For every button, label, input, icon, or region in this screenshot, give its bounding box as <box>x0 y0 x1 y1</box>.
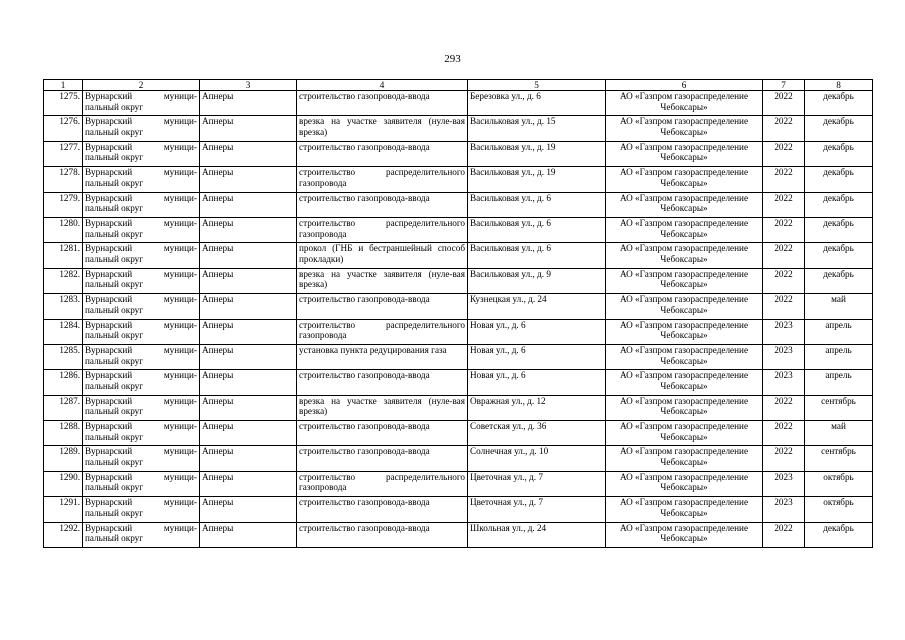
month-cell: май <box>805 294 873 319</box>
address-cell: Новая ул., д. 6 <box>468 319 606 344</box>
district-cell: Вурнарский муници-пальный округ <box>83 497 200 522</box>
year-cell: 2022 <box>763 395 805 420</box>
year-cell: 2023 <box>763 319 805 344</box>
settlement-cell: Апнеры <box>200 192 297 217</box>
month-cell: декабрь <box>805 268 873 293</box>
settlement-cell: Апнеры <box>200 294 297 319</box>
work-type-cell: врезка на участке заявителя (нуле-вая врезка) <box>297 116 468 141</box>
table-row <box>44 471 873 496</box>
table-row <box>44 319 873 344</box>
year-cell: 2023 <box>763 344 805 369</box>
month-cell: декабрь <box>805 192 873 217</box>
settlement-cell: Апнеры <box>200 243 297 268</box>
address-cell: Новая ул., д. 6 <box>468 370 606 395</box>
work-type-cell: строительство газопровода-ввода <box>297 446 468 471</box>
work-type-cell: строительство распределительного газопровода <box>297 319 468 344</box>
address-cell: Васильковая ул., д. 6 <box>468 192 606 217</box>
work-type-cell: строительство газопровода-ввода <box>297 370 468 395</box>
table-row <box>44 243 873 268</box>
table-row <box>44 217 873 242</box>
district-cell: Вурнарский муници-пальный округ <box>83 294 200 319</box>
address-cell: Школьная ул., д. 24 <box>468 522 606 547</box>
row-number: 1278. <box>44 167 83 192</box>
address-cell: Васильковая ул., д. 15 <box>468 116 606 141</box>
row-number: 1287. <box>44 395 83 420</box>
organization-cell: АО «Газпром газораспределение Чебоксары» <box>606 395 763 420</box>
organization-cell: АО «Газпром газораспределение Чебоксары» <box>606 497 763 522</box>
table-row <box>44 141 873 166</box>
settlement-cell: Апнеры <box>200 319 297 344</box>
settlement-cell: Апнеры <box>200 116 297 141</box>
district-cell: Вурнарский муници-пальный округ <box>83 344 200 369</box>
month-cell: декабрь <box>805 91 873 116</box>
year-cell: 2023 <box>763 497 805 522</box>
district-cell: Вурнарский муници-пальный округ <box>83 217 200 242</box>
work-type-cell: врезка на участке заявителя (нуле-вая врезка) <box>297 395 468 420</box>
row-number: 1280. <box>44 217 83 242</box>
settlement-cell: Апнеры <box>200 395 297 420</box>
address-cell: Советская ул., д. 36 <box>468 421 606 446</box>
table-row <box>44 91 873 116</box>
month-cell: май <box>805 421 873 446</box>
table-row <box>44 268 873 293</box>
row-number: 1275. <box>44 91 83 116</box>
row-number: 1288. <box>44 421 83 446</box>
month-cell: октябрь <box>805 497 873 522</box>
district-cell: Вурнарский муници-пальный округ <box>83 319 200 344</box>
row-number: 1285. <box>44 344 83 369</box>
table-row <box>44 116 873 141</box>
row-number: 1284. <box>44 319 83 344</box>
month-cell: октябрь <box>805 471 873 496</box>
work-type-cell: строительство газопровода-ввода <box>297 91 468 116</box>
organization-cell: АО «Газпром газораспределение Чебоксары» <box>606 344 763 369</box>
gasification-table <box>43 79 873 548</box>
year-cell: 2022 <box>763 167 805 192</box>
table-row <box>44 446 873 471</box>
table-row <box>44 370 873 395</box>
row-number: 1276. <box>44 116 83 141</box>
table-row <box>44 294 873 319</box>
month-cell: апрель <box>805 344 873 369</box>
column-header-7: 7 <box>763 80 805 91</box>
district-cell: Вурнарский муници-пальный округ <box>83 471 200 496</box>
work-type-cell: строительство газопровода-ввода <box>297 192 468 217</box>
table-row <box>44 497 873 522</box>
organization-cell: АО «Газпром газораспределение Чебоксары» <box>606 294 763 319</box>
year-cell: 2023 <box>763 370 805 395</box>
column-header-3: 3 <box>200 80 297 91</box>
settlement-cell: Апнеры <box>200 217 297 242</box>
row-number: 1286. <box>44 370 83 395</box>
month-cell: сентябрь <box>805 446 873 471</box>
row-number: 1291. <box>44 497 83 522</box>
row-number: 1281. <box>44 243 83 268</box>
district-cell: Вурнарский муници-пальный округ <box>83 370 200 395</box>
settlement-cell: Апнеры <box>200 344 297 369</box>
settlement-cell: Апнеры <box>200 497 297 522</box>
row-number: 1283. <box>44 294 83 319</box>
year-cell: 2022 <box>763 91 805 116</box>
address-cell: Кузнецкая ул., д. 24 <box>468 294 606 319</box>
district-cell: Вурнарский муници-пальный округ <box>83 446 200 471</box>
organization-cell: АО «Газпром газораспределение Чебоксары» <box>606 167 763 192</box>
settlement-cell: Апнеры <box>200 370 297 395</box>
year-cell: 2022 <box>763 217 805 242</box>
district-cell: Вурнарский муници-пальный округ <box>83 192 200 217</box>
organization-cell: АО «Газпром газораспределение Чебоксары» <box>606 522 763 547</box>
work-type-cell: строительство газопровода-ввода <box>297 522 468 547</box>
row-number: 1290. <box>44 471 83 496</box>
organization-cell: АО «Газпром газораспределение Чебоксары» <box>606 141 763 166</box>
organization-cell: АО «Газпром газораспределение Чебоксары» <box>606 268 763 293</box>
year-cell: 2023 <box>763 471 805 496</box>
organization-cell: АО «Газпром газораспределение Чебоксары» <box>606 446 763 471</box>
table-row <box>44 395 873 420</box>
work-type-cell: строительство распределительного газопровода <box>297 167 468 192</box>
district-cell: Вурнарский муници-пальный округ <box>83 167 200 192</box>
organization-cell: АО «Газпром газораспределение Чебоксары» <box>606 243 763 268</box>
work-type-cell: установка пункта редуцирования газа <box>297 344 468 369</box>
year-cell: 2022 <box>763 192 805 217</box>
district-cell: Вурнарский муници-пальный округ <box>83 141 200 166</box>
address-cell: Васильковая ул., д. 19 <box>468 167 606 192</box>
column-header-4: 4 <box>297 80 468 91</box>
work-type-cell: строительство распределительного газопровода <box>297 217 468 242</box>
settlement-cell: Апнеры <box>200 522 297 547</box>
address-cell: Цветочная ул., д. 7 <box>468 497 606 522</box>
address-cell: Васильковая ул., д. 6 <box>468 243 606 268</box>
address-cell: Васильковая ул., д. 19 <box>468 141 606 166</box>
year-cell: 2022 <box>763 116 805 141</box>
year-cell: 2022 <box>763 268 805 293</box>
table-row <box>44 421 873 446</box>
year-cell: 2022 <box>763 294 805 319</box>
month-cell: декабрь <box>805 116 873 141</box>
organization-cell: АО «Газпром газораспределение Чебоксары» <box>606 91 763 116</box>
address-cell: Солнечная ул., д. 10 <box>468 446 606 471</box>
page-number: 293 <box>444 53 461 65</box>
work-type-cell: прокол (ГНБ и бестраншейный способ прокладки) <box>297 243 468 268</box>
month-cell: декабрь <box>805 243 873 268</box>
organization-cell: АО «Газпром газораспределение Чебоксары» <box>606 116 763 141</box>
year-cell: 2022 <box>763 421 805 446</box>
district-cell: Вурнарский муници-пальный округ <box>83 522 200 547</box>
district-cell: Вурнарский муници-пальный округ <box>83 421 200 446</box>
column-header-6: 6 <box>606 80 763 91</box>
row-number: 1282. <box>44 268 83 293</box>
month-cell: декабрь <box>805 167 873 192</box>
month-cell: апрель <box>805 370 873 395</box>
organization-cell: АО «Газпром газораспределение Чебоксары» <box>606 319 763 344</box>
settlement-cell: Апнеры <box>200 268 297 293</box>
work-type-cell: строительство газопровода-ввода <box>297 294 468 319</box>
month-cell: декабрь <box>805 141 873 166</box>
month-cell: сентябрь <box>805 395 873 420</box>
row-number: 1289. <box>44 446 83 471</box>
month-cell: декабрь <box>805 217 873 242</box>
settlement-cell: Апнеры <box>200 471 297 496</box>
settlement-cell: Апнеры <box>200 167 297 192</box>
organization-cell: АО «Газпром газораспределение Чебоксары» <box>606 370 763 395</box>
work-type-cell: строительство распределительного газопровода <box>297 471 468 496</box>
column-header-1: 1 <box>44 80 83 91</box>
work-type-cell: врезка на участке заявителя (нуле-вая врезка) <box>297 268 468 293</box>
column-header-2: 2 <box>83 80 200 91</box>
district-cell: Вурнарский муници-пальный округ <box>83 116 200 141</box>
settlement-cell: Апнеры <box>200 446 297 471</box>
organization-cell: АО «Газпром газораспределение Чебоксары» <box>606 471 763 496</box>
month-cell: декабрь <box>805 522 873 547</box>
year-cell: 2022 <box>763 522 805 547</box>
settlement-cell: Апнеры <box>200 91 297 116</box>
district-cell: Вурнарский муници-пальный округ <box>83 395 200 420</box>
year-cell: 2022 <box>763 243 805 268</box>
district-cell: Вурнарский муници-пальный округ <box>83 91 200 116</box>
organization-cell: АО «Газпром газораспределение Чебоксары» <box>606 192 763 217</box>
row-number: 1277. <box>44 141 83 166</box>
settlement-cell: Апнеры <box>200 421 297 446</box>
table-header <box>44 80 873 91</box>
year-cell: 2022 <box>763 141 805 166</box>
address-cell: Овражная ул., д. 12 <box>468 395 606 420</box>
settlement-cell: Апнеры <box>200 141 297 166</box>
table-body <box>44 91 873 548</box>
address-cell: Васильковая ул., д. 9 <box>468 268 606 293</box>
month-cell: апрель <box>805 319 873 344</box>
row-number: 1292. <box>44 522 83 547</box>
table-row <box>44 522 873 547</box>
district-cell: Вурнарский муници-пальный округ <box>83 268 200 293</box>
organization-cell: АО «Газпром газораспределение Чебоксары» <box>606 421 763 446</box>
address-cell: Новая ул., д. 6 <box>468 344 606 369</box>
header-row <box>44 80 873 91</box>
organization-cell: АО «Газпром газораспределение Чебоксары» <box>606 217 763 242</box>
address-cell: Березовка ул., д. 6 <box>468 91 606 116</box>
work-type-cell: строительство газопровода-ввода <box>297 141 468 166</box>
column-header-5: 5 <box>468 80 606 91</box>
work-type-cell: строительство газопровода-ввода <box>297 421 468 446</box>
address-cell: Васильковая ул., д. 6 <box>468 217 606 242</box>
address-cell: Цветочная ул., д. 7 <box>468 471 606 496</box>
row-number: 1279. <box>44 192 83 217</box>
work-type-cell: строительство газопровода-ввода <box>297 497 468 522</box>
column-header-8: 8 <box>805 80 873 91</box>
year-cell: 2022 <box>763 446 805 471</box>
district-cell: Вурнарский муници-пальный округ <box>83 243 200 268</box>
table-row <box>44 167 873 192</box>
table-row <box>44 192 873 217</box>
table-row <box>44 344 873 369</box>
